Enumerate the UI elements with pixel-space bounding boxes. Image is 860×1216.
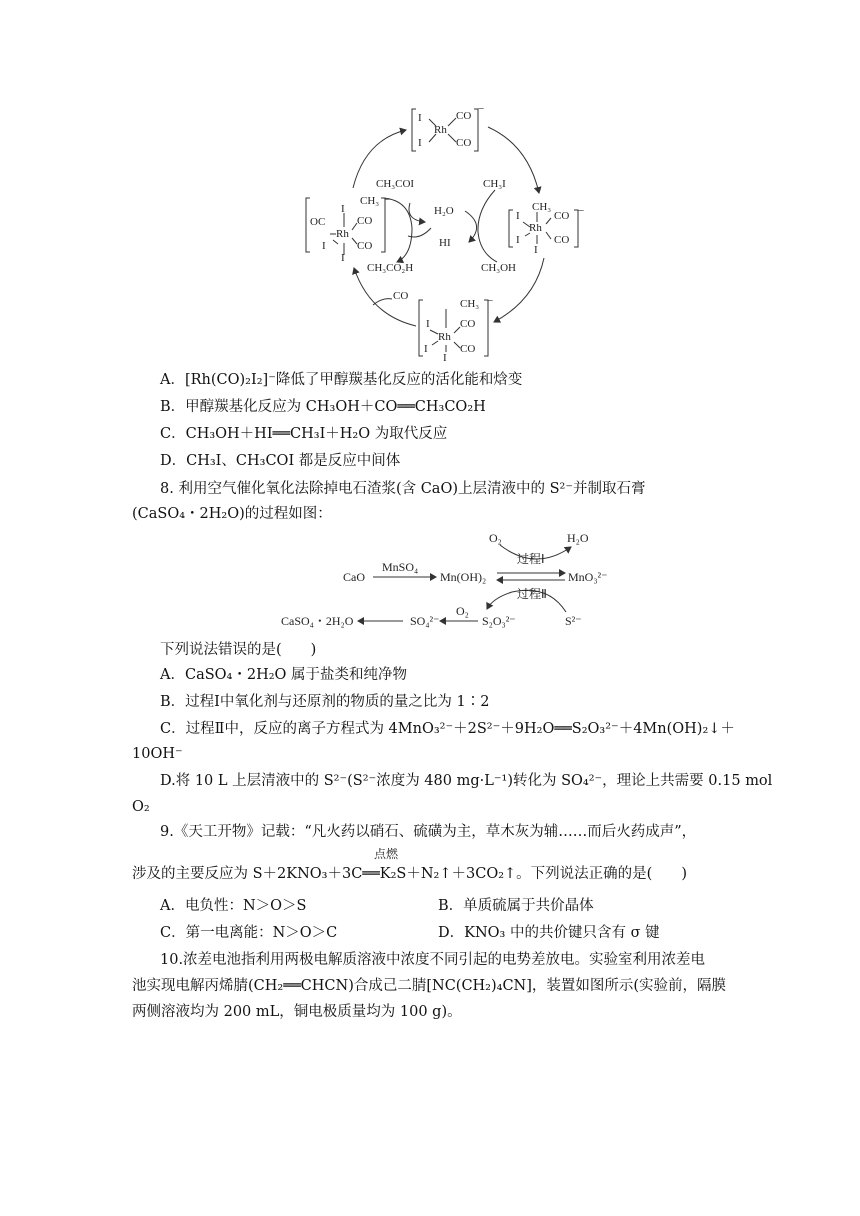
right-complex-co1: CO — [554, 210, 570, 222]
left-complex-ch3: CH₃ — [360, 195, 380, 207]
q8-option-c-cont: 10OH⁻ — [132, 746, 183, 762]
bottom-complex-co1: CO — [460, 318, 476, 330]
left-complex-i1: I — [341, 203, 345, 215]
flow-o2-bottom: O₂ — [456, 604, 469, 618]
q9-option-a: A．电负性：N＞O＞S — [160, 898, 307, 914]
q8-stem-line1: 8. 利用空气催化氧化法除掉电石渣浆(含 CaO)上层清液中的 S²⁻并制取石膏 — [160, 481, 646, 497]
q9-condition: 点燃 — [374, 847, 399, 861]
left-complex-co2: CO — [357, 240, 373, 252]
left-complex-i3: I — [341, 252, 345, 264]
right-complex-i1: I — [516, 210, 520, 222]
flow-h2o: H₂O — [567, 531, 589, 545]
q7-option-d: D．CH₃I、CH₃COI 都是反应中间体 — [160, 453, 401, 469]
right-complex-i3: I — [534, 244, 538, 256]
right-complex-rh: Rh — [529, 222, 542, 234]
flow-s2o3: S₂O₃²⁻ — [482, 614, 516, 628]
flow-mnso4: MnSO₄ — [382, 560, 419, 574]
top-complex-i2: I — [418, 137, 422, 149]
bottom-complex-co2: CO — [460, 343, 476, 355]
top-complex-charge: − — [478, 103, 485, 115]
label-ch3coi: CH₃COI — [376, 178, 415, 190]
top-complex-rh: Rh — [434, 124, 447, 136]
label-ch3oh: CH₃OH — [481, 262, 517, 274]
q10-line1: 10.浓差电池指利用两极电解质溶液中浓度不同引起的电势差放电。实验室利用浓差电 — [160, 952, 706, 968]
flow-cao: CaO — [343, 570, 365, 584]
left-complex-i2: I — [322, 240, 326, 252]
top-complex-co2: CO — [456, 137, 472, 149]
q9-option-d: D．KNO₃ 中的共价键只含有 σ 键 — [438, 925, 660, 941]
top-complex-co1: CO — [456, 110, 472, 122]
q8-option-c: C．过程Ⅱ中，反应的离子方程式为 4MnO₃²⁻＋2S²⁻＋9H₂O══S₂O₃²⁻＋4Mn(OH)₂↓＋ — [160, 721, 735, 737]
bottom-complex-charge: − — [487, 295, 494, 307]
q7-option-a: A．[Rh(CO)₂I₂]⁻降低了甲醇羰基化反应的活化能和焓变 — [160, 372, 523, 388]
right-complex-i2: I — [516, 234, 520, 246]
label-hi: HI — [439, 237, 451, 249]
right-complex-co2: CO — [554, 234, 570, 246]
left-complex-charge: − — [384, 194, 391, 206]
bottom-complex-i2: I — [424, 343, 428, 355]
top-complex-i1: I — [418, 112, 422, 124]
q7-option-b: B．甲醇羰基化反应为 CH₃OH＋CO══CH₃CO₂H — [160, 399, 486, 415]
q9-line1: 9.《天工开物》记载：“凡火药以硝石、硫磺为主，草木灰为辅……而后火药成声”， — [160, 824, 697, 840]
q8-question: 下列说法错误的是( ) — [160, 642, 317, 658]
right-complex-ch3: CH₃ — [532, 201, 552, 213]
flow-so4: SO₄²⁻ — [410, 614, 440, 628]
q8-option-d-cont: O₂ — [132, 799, 150, 815]
flow-process-2: 过程Ⅱ — [517, 587, 547, 601]
label-h2o: H₂O — [434, 205, 454, 217]
left-complex-co1: CO — [357, 215, 373, 227]
q7-option-c: C．CH₃OH＋HI══CH₃I＋H₂O 为取代反应 — [160, 426, 448, 442]
flow-mnoh2: Mn(OH)₂ — [440, 570, 487, 584]
q9-option-c: C．第一电离能：N＞O＞C — [160, 925, 338, 941]
bottom-complex-ch3: CH₃ — [460, 298, 480, 310]
q8-stem-line2: (CaSO₄・2H₂O)的过程如图： — [132, 506, 332, 522]
q10-line2: 池实现电解丙烯腈(CH₂══CHCN)合成己二腈[NC(CH₂)₄CN]，装置如图所示(实验前，隔膜 — [132, 978, 727, 994]
flow-o2-top: O₂ — [489, 531, 502, 545]
q9-option-b: B．单质硫属于共价晶体 — [438, 898, 594, 914]
bottom-complex-i1: I — [426, 318, 430, 330]
flow-gypsum: CaSO₄・2H₂O — [281, 614, 354, 628]
left-complex-rh: Rh — [336, 228, 349, 240]
left-complex-oc: OC — [310, 216, 326, 228]
bottom-complex-i3: I — [443, 352, 447, 364]
q8-option-d: D.将 10 L 上层清液中的 S²⁻(S²⁻浓度为 480 mg·L⁻¹)转化为 SO₄²⁻，理论上共需要 0.15 mol — [160, 773, 773, 789]
flow-s2: S²⁻ — [565, 614, 582, 628]
bottom-complex-rh: Rh — [438, 331, 451, 343]
flow-mno3: MnO₃²⁻ — [568, 570, 608, 584]
q8-option-a: A．CaSO₄・2H₂O 属于盐类和纯净物 — [160, 667, 408, 683]
right-complex-charge: − — [578, 205, 585, 217]
q8-option-b: B．过程Ⅰ中氧化剂与还原剂的物质的量之比为 1∶2 — [160, 694, 490, 710]
label-ch3i: CH₃I — [483, 178, 506, 190]
label-co: CO — [393, 290, 409, 302]
label-ch3co2h: CH₃CO₂H — [367, 262, 414, 274]
flow-process-1: 过程Ⅰ — [517, 552, 545, 566]
q9-line2: 涉及的主要反应为 S＋2KNO₃＋3C══K₂S＋N₂↑＋3CO₂↑。下列说法正确的是( ) — [132, 866, 687, 882]
q10-line3: 两侧溶液均为 200 mL，铜电极质量均为 100 g)。 — [132, 1004, 462, 1020]
